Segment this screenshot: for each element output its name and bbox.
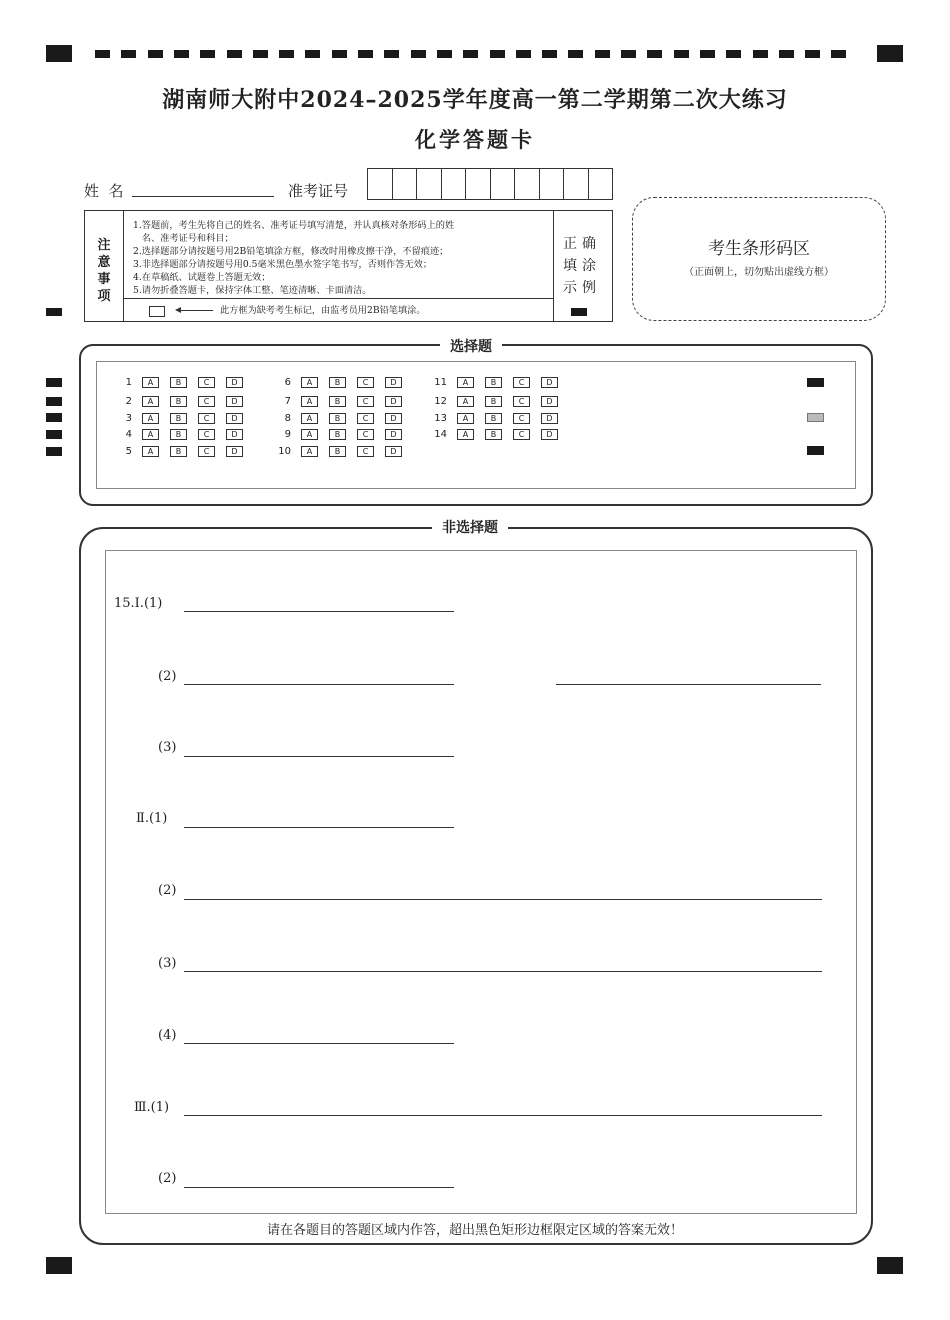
option-b-bubble[interactable]: B: [170, 429, 187, 440]
choice-question-3: [116, 413, 254, 424]
timing-mark: [148, 50, 163, 58]
question-number: 11: [434, 377, 447, 388]
choice-question-11: [431, 377, 569, 388]
q15-2-1-label: Ⅱ.(1): [136, 811, 168, 826]
nonchoice-section-title: 非选择题: [432, 517, 508, 537]
q15-1-1-label: 15.Ⅰ.(1): [114, 596, 163, 611]
arrow-icon: [177, 310, 213, 311]
timing-mark: [568, 50, 583, 58]
option-c-bubble[interactable]: C: [198, 429, 215, 440]
option-b-bubble[interactable]: B: [485, 396, 502, 407]
answer-line[interactable]: [556, 684, 821, 685]
option-a-bubble[interactable]: A: [457, 377, 474, 388]
timing-mark: [227, 50, 242, 58]
timing-mark: [437, 50, 452, 58]
exam-id-label: 准考证号: [288, 182, 349, 200]
timing-mark: [174, 50, 189, 58]
page-subtitle: 化学答题卡: [415, 127, 535, 152]
option-c-bubble[interactable]: C: [513, 377, 530, 388]
choice-question-13: [431, 413, 569, 424]
choice-question-5: [116, 446, 254, 457]
answer-line[interactable]: [184, 756, 454, 757]
barcode-title: 考生条形码区: [708, 239, 810, 259]
answer-line[interactable]: [184, 827, 454, 828]
notice-rule: 1.答题前，考生先将自己的姓名、准考证号填写清楚，并认真核对条形码上的姓: [133, 220, 455, 231]
option-c-bubble[interactable]: C: [513, 429, 530, 440]
option-d-bubble[interactable]: D: [541, 396, 558, 407]
option-d-bubble[interactable]: D: [385, 396, 402, 407]
timing-mark: [700, 50, 715, 58]
corner-mark-bottom-left: [46, 1257, 72, 1274]
timing-mark: [305, 50, 320, 58]
option-b-bubble[interactable]: B: [170, 396, 187, 407]
option-b-bubble[interactable]: B: [485, 413, 502, 424]
option-d-bubble[interactable]: D: [385, 429, 402, 440]
option-b-bubble[interactable]: B: [329, 396, 346, 407]
question-number: 14: [434, 429, 447, 440]
option-c-bubble[interactable]: C: [357, 377, 374, 388]
q15-1-3-label: (3): [158, 740, 177, 755]
notice-rule: 3.非选择题部分请按题号用0.5毫米黑色墨水签字笔书写，否则作答无效；: [133, 259, 433, 270]
option-d-bubble[interactable]: D: [541, 413, 558, 424]
question-number: 5: [125, 446, 132, 457]
timing-mark: [726, 50, 741, 58]
timing-mark: [516, 50, 531, 58]
exam-id-boxes[interactable]: [367, 168, 613, 200]
example-label: 正确 填涂 示例: [563, 236, 601, 296]
notice-rule: 5.请勿折叠答题卡，保持字体工整、笔迹清晰、卡面清洁。: [133, 285, 372, 296]
choice-question-2: [116, 396, 254, 407]
absent-mark-text: 此方框为缺考考生标记，由监考员用2B铅笔填涂。: [220, 305, 426, 316]
question-number: 6: [284, 377, 291, 388]
question-number: 4: [125, 429, 132, 440]
question-number: 13: [434, 413, 447, 424]
timing-mark: [674, 50, 689, 58]
option-a-bubble[interactable]: A: [142, 429, 159, 440]
option-a-bubble[interactable]: A: [142, 396, 159, 407]
choice-question-6: [275, 377, 413, 388]
option-a-bubble[interactable]: A: [142, 413, 159, 424]
nonchoice-panel: [79, 527, 873, 1245]
q15-3-1-label: Ⅲ.(1): [134, 1100, 170, 1115]
notice-rule: 2.选择题部分请按题号用2B铅笔填涂方框，修改时用橡皮擦干净，不留痕迹；: [133, 246, 449, 257]
option-d-bubble[interactable]: D: [385, 413, 402, 424]
option-a-bubble[interactable]: A: [457, 429, 474, 440]
choice-question-14: [431, 429, 569, 440]
option-d-bubble[interactable]: D: [226, 413, 243, 424]
option-d-bubble[interactable]: D: [226, 429, 243, 440]
timing-mark: [358, 50, 373, 58]
choice-question-8: [275, 413, 413, 424]
option-d-bubble[interactable]: D: [226, 396, 243, 407]
q15-3-2-label: (2): [158, 1171, 177, 1186]
barcode-area: [632, 197, 886, 321]
option-b-bubble[interactable]: B: [485, 429, 502, 440]
choice-section-title: 选择题: [440, 336, 502, 356]
question-number: 9: [284, 429, 291, 440]
page-title: 湖南师大附中2024–2025学年度高一第二学期第二次大练习: [162, 87, 788, 113]
answer-line[interactable]: [184, 899, 822, 900]
timing-mark: [621, 50, 636, 58]
choice-question-12: [431, 396, 569, 407]
q15-1-2-label: (2): [158, 669, 177, 684]
corner-mark-bottom-right: [877, 1257, 903, 1274]
timing-mark: [384, 50, 399, 58]
option-b-bubble[interactable]: B: [329, 377, 346, 388]
answer-line[interactable]: [184, 1043, 454, 1044]
timing-mark: [805, 50, 820, 58]
timing-mark: [253, 50, 268, 58]
timing-mark: [753, 50, 768, 58]
filled-example-mark: [571, 308, 587, 316]
option-d-bubble[interactable]: D: [226, 377, 243, 388]
question-number: 10: [278, 446, 291, 457]
notice-rule: 名、准考证号和科目；: [133, 233, 234, 244]
q15-2-4-label: (4): [158, 1028, 177, 1043]
option-a-bubble[interactable]: A: [301, 413, 318, 424]
option-a-bubble[interactable]: A: [142, 446, 159, 457]
choice-mark: [807, 378, 824, 387]
option-a-bubble[interactable]: A: [142, 377, 159, 388]
option-c-bubble[interactable]: C: [357, 429, 374, 440]
option-c-bubble[interactable]: C: [357, 446, 374, 457]
option-c-bubble[interactable]: C: [513, 413, 530, 424]
choice-panel: [79, 344, 873, 506]
timing-mark: [595, 50, 610, 58]
timing-mark: [542, 50, 557, 58]
timing-mark: [411, 50, 426, 58]
absent-mark-box[interactable]: [149, 306, 165, 317]
question-number: 3: [125, 413, 132, 424]
choice-question-9: [275, 429, 413, 440]
q15-2-3-label: (3): [158, 956, 177, 971]
side-mark: [46, 430, 62, 439]
option-a-bubble[interactable]: A: [457, 396, 474, 407]
option-d-bubble[interactable]: D: [385, 446, 402, 457]
question-number: 8: [284, 413, 291, 424]
option-a-bubble[interactable]: A: [301, 429, 318, 440]
notice-rule: 4.在草稿纸、试题卷上答题无效；: [133, 272, 271, 283]
choice-question-10: [275, 446, 413, 457]
option-c-bubble[interactable]: C: [357, 413, 374, 424]
option-b-bubble[interactable]: B: [170, 377, 187, 388]
notice-side-label: 注意事项: [97, 238, 111, 304]
timing-mark: [463, 50, 478, 58]
timing-mark: [121, 50, 136, 58]
name-label: 姓 名: [84, 182, 124, 200]
question-number: 1: [125, 377, 132, 388]
option-b-bubble[interactable]: B: [170, 413, 187, 424]
side-mark: [46, 378, 62, 387]
option-c-bubble[interactable]: C: [513, 396, 530, 407]
option-b-bubble[interactable]: B: [329, 429, 346, 440]
timing-mark: [490, 50, 505, 58]
corner-mark-top-left: [46, 45, 72, 62]
timing-mark: [95, 50, 110, 58]
option-d-bubble[interactable]: D: [226, 446, 243, 457]
option-a-bubble[interactable]: A: [301, 446, 318, 457]
option-a-bubble[interactable]: A: [457, 413, 474, 424]
notice-box: [84, 210, 613, 322]
question-number: 2: [125, 396, 132, 407]
side-mark: [46, 397, 62, 406]
choice-mark-gray: [807, 413, 824, 422]
option-a-bubble[interactable]: A: [301, 396, 318, 407]
timing-mark: [831, 50, 846, 58]
name-field[interactable]: [132, 196, 274, 197]
option-c-bubble[interactable]: C: [198, 446, 215, 457]
answer-line[interactable]: [184, 684, 454, 685]
option-c-bubble[interactable]: C: [198, 396, 215, 407]
option-b-bubble[interactable]: B: [170, 446, 187, 457]
option-c-bubble[interactable]: C: [357, 396, 374, 407]
choice-mark: [807, 446, 824, 455]
answer-line[interactable]: [184, 971, 822, 972]
timing-mark: [779, 50, 794, 58]
choice-question-7: [275, 396, 413, 407]
timing-mark: [647, 50, 662, 58]
side-mark: [46, 308, 62, 316]
footer-note: 请在各题目的答题区域内作答，超出黑色矩形边框限定区域的答案无效！: [266, 1223, 683, 1238]
timing-mark: [200, 50, 215, 58]
side-mark: [46, 447, 62, 456]
answer-line[interactable]: [184, 1115, 822, 1116]
answer-line[interactable]: [184, 611, 454, 612]
option-b-bubble[interactable]: B: [329, 413, 346, 424]
option-b-bubble[interactable]: B: [485, 377, 502, 388]
notice-rules: [133, 219, 454, 297]
side-mark: [46, 413, 62, 422]
question-number: 12: [434, 396, 447, 407]
question-number: 7: [284, 396, 291, 407]
answer-line[interactable]: [184, 1187, 454, 1188]
corner-mark-top-right: [877, 45, 903, 62]
option-b-bubble[interactable]: B: [329, 446, 346, 457]
choice-question-1: [116, 377, 254, 388]
option-d-bubble[interactable]: D: [541, 429, 558, 440]
option-c-bubble[interactable]: C: [198, 377, 215, 388]
timing-mark: [279, 50, 294, 58]
barcode-note: （正面朝上，切勿贴出虚线方框）: [684, 267, 834, 278]
choice-question-4: [116, 429, 254, 440]
option-a-bubble[interactable]: A: [301, 377, 318, 388]
option-c-bubble[interactable]: C: [198, 413, 215, 424]
timing-mark: [332, 50, 347, 58]
option-d-bubble[interactable]: D: [385, 377, 402, 388]
q15-2-2-label: (2): [158, 883, 177, 898]
option-d-bubble[interactable]: D: [541, 377, 558, 388]
